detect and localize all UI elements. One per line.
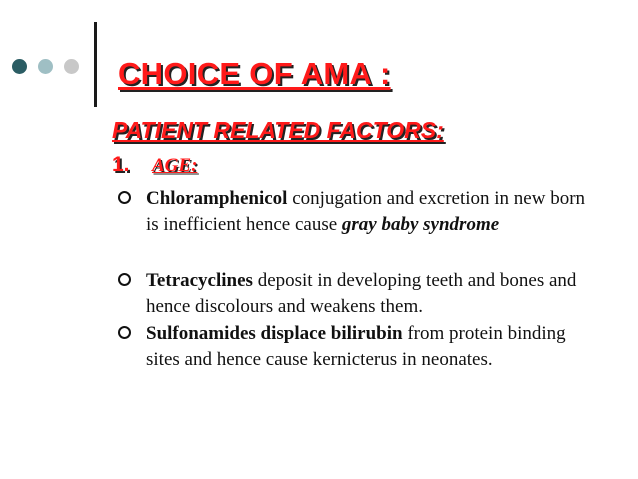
bullet-circle-icon	[118, 191, 131, 204]
dot-gray-icon	[64, 59, 79, 74]
bullet-bold: Sulfonamides displace bilirubin	[146, 323, 403, 344]
section-label: AGE:	[152, 155, 198, 176]
bullet-text	[146, 268, 586, 320]
bullet-item-sulfonamides	[118, 321, 618, 373]
bullet-body: conjugation and excretion in new born is inefficient hence cause	[146, 188, 586, 235]
bullet-body: from protein binding sites and hence cause kernicterus in neonates.	[146, 323, 566, 370]
bullet-emphasis: gray baby syndrome	[341, 214, 500, 235]
title-divider	[94, 22, 97, 107]
section-heading	[112, 153, 197, 177]
slide-subtitle: PATIENT RELATED FACTORS:	[112, 117, 444, 143]
bullet-body: deposit in developing teeth and bones and hence discolours and weakens them.	[146, 270, 577, 317]
bullet-bold: Tetracyclines	[146, 270, 253, 291]
bullet-item-tetracyclines	[118, 268, 618, 320]
dot-light-icon	[38, 59, 53, 74]
bullet-text	[146, 186, 586, 238]
bullet-item-chloramphenicol	[118, 186, 618, 238]
bullet-circle-icon	[118, 273, 131, 286]
bullet-bold: Chloramphenicol	[146, 188, 288, 209]
dot-dark-icon	[12, 59, 27, 74]
bullet-circle-icon	[118, 326, 131, 339]
bullet-text	[146, 321, 586, 373]
section-number: 1.	[112, 153, 130, 176]
slide-title: CHOICE OF AMA :	[118, 56, 391, 91]
